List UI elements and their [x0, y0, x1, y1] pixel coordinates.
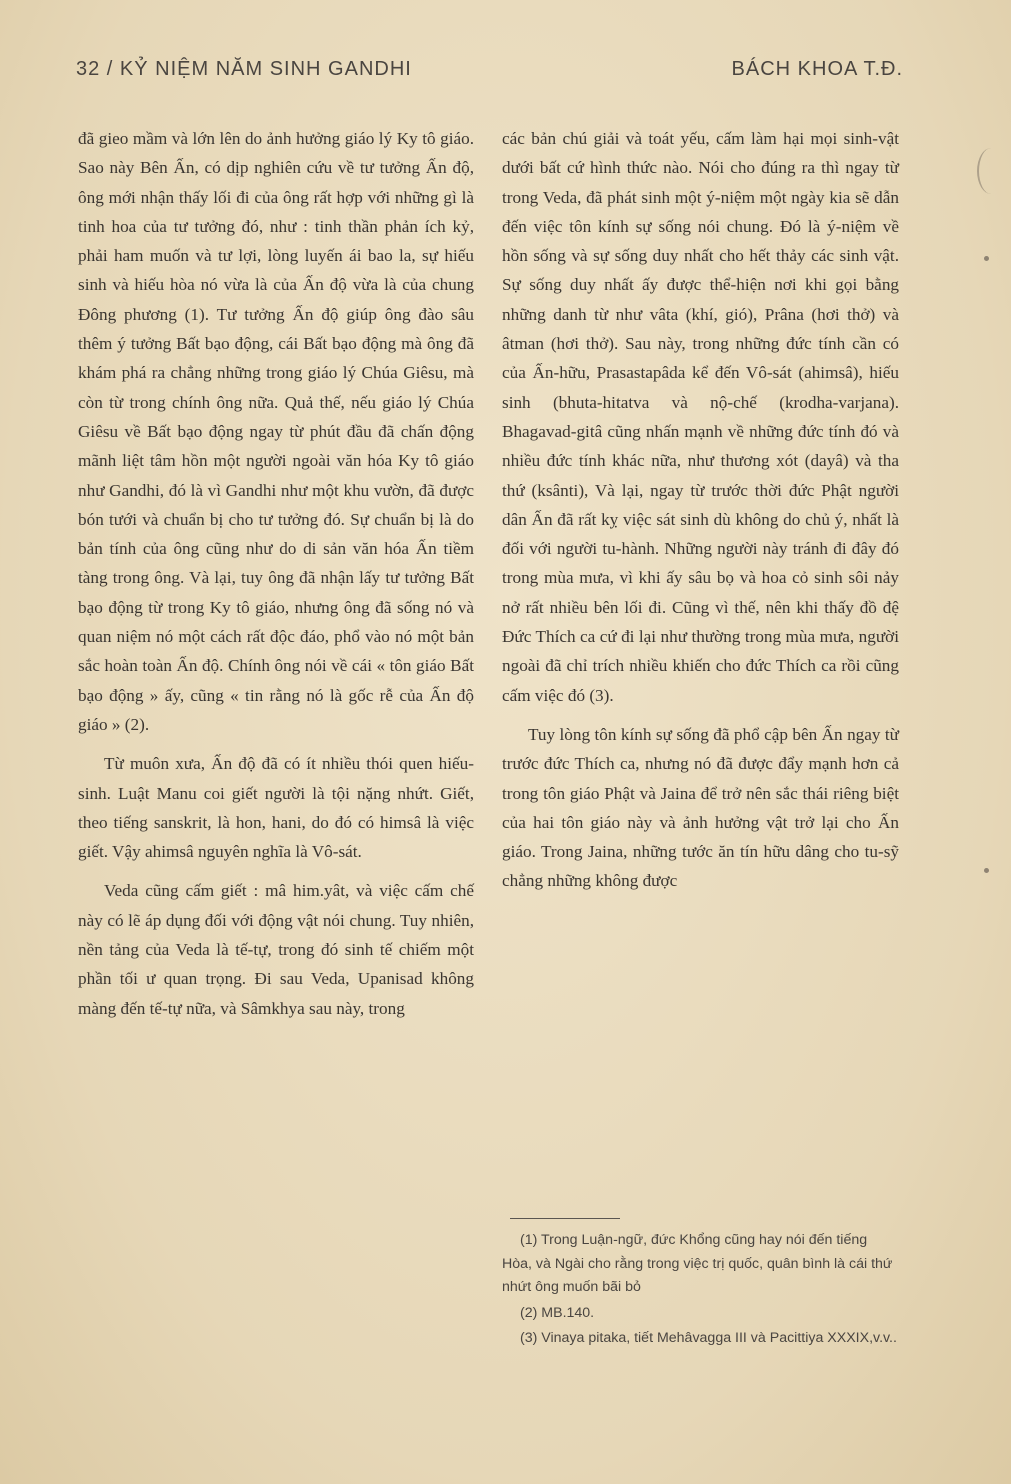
running-header — [76, 58, 903, 90]
footnote-divider — [510, 1218, 620, 1219]
paragraph: Veda cũng cấm giết : mâ him.yât, và việc cấm chế này có lẽ áp dụng đối với động vật nói chung. Tuy nhiên, nền tảng của Veda là tế-tự, trong đó sinh tế chiếm một phần tối ư quan trọng. Đi sau Veda, Upanisad không màng đến tế-tự nữa, và Sâmkhya sau này, trong — [78, 881, 474, 1018]
paragraph: đã gieo mầm và lớn lên do ảnh hưởng giáo lý Ky tô giáo. Sao này Bên Ấn, có dịp nghiên cứu về tư tưởng Ấn độ, ông mới nhận thấy lối đi của ông rất hợp với những gì là tinh hoa của tư tưởng đó, như : tinh thần phản ích kỷ, phải ham muốn và tư lợi, lòng luyến ái bao la, sự hiếu sinh và hiếu hòa nó vừa là của Ấn độ vừa là của chung Đông phương (1). Tư tưởng Ấn độ giúp ông đào sâu thêm ý tưởng Bất bạo động, cái Bất bạo động mà ông đã khám phá ra chẳng những trong giáo lý Chúa Giêsu, mà còn từ trong chính ông nữa. Quả thế, nếu giáo lý Chúa Giêsu về Bất bạo động ngay từ phút đầu đã chấn động mãnh liệt tâm hồn một người ngoài văn hóa Ky tô giáo như Gandhi, đó là vì Gandhi như một khu vườn, đã được bón tưới và chuẩn bị cho tư tưởng đó. Sự chuẩn bị là do bản tính của ông cũng như do di sản văn hóa Ấn tiềm tàng trong ông. Và lại, tuy ông đã nhận lấy tư tưởng Bất bạo động từ trong Ky tô giáo, nhưng ông đã sống nó và quan niệm nó một cách rất độc đáo, phổ vào nó một bản sắc hoàn toàn Ấn độ. Chính ông nói về cái « tôn giáo Bất bạo động » ấy, cũng « tin rằng nó là gốc rễ của Ấn độ giáo » (2). — [78, 129, 474, 734]
paragraph: Tuy lòng tôn kính sự sống đã phổ cập bên Ấn ngay từ trước đức Thích ca, nhưng nó đã được đẩy mạnh hơn cả trong tôn giáo Phật và Jaina để trở nên sắc thái riêng biệt của hai tôn giáo này và ảnh hưởng vật trở lại cho Ấn giáo. Trong Jaina, những tước ăn tín hữu dâng cho tu-sỹ chẳng những không được — [502, 724, 899, 891]
header-page-title: 32 / KỶ NIỆM NĂM SINH GANDHI — [76, 58, 412, 80]
footnote: (2) MB.140. — [520, 1304, 595, 1321]
header-publication: BÁCH KHOA T.Đ. — [731, 58, 903, 80]
left-column — [78, 124, 474, 1023]
footnote: (3) Vinaya pitaka, tiết Mehâvagga III và Pacittiya XXXIX,v.v.. — [520, 1330, 897, 1346]
right-column — [502, 124, 899, 896]
scan-edge-mark — [977, 148, 1005, 194]
footnote: (1) Trong Luận-ngữ, đức Khổng cũng hay nói đến tiếng Hòa, và Ngài cho rằng trong việc trị quốc, quân bình là cái thứ nhứt ông muốn bãi bỏ — [502, 1232, 893, 1295]
scan-speck — [984, 256, 989, 261]
scan-speck — [984, 868, 989, 873]
paragraph: Từ muôn xưa, Ấn độ đã có ít nhiều thói quen hiếu-sinh. Luật Manu coi giết người là tội nặng nhứt. Giết, theo tiếng sanskrit, là hon, hani, do đó có himsâ là việc giết. Vậy ahimsâ nguyên nghĩa là Vô-sát. — [78, 754, 474, 862]
footnotes — [502, 1218, 899, 1351]
paragraph: các bản chú giải và toát yếu, cấm làm hại mọi sinh-vật dưới bất cứ hình thức nào. Nói cho đúng ra thì ngay từ trong Veda, đã phát sinh một ý-niệm một ngày kia sẽ dẫn đến việc tôn kính sự sống nói chung. Đó là ý-niệm về hồn sống và sự sống duy nhất cho hết thảy các sinh vật. Sự sống duy nhất ấy được thể-hiện nơi khi gọi bằng những danh từ như vâta (khí, gió), Prâna (hơi thở) và âtman (hơi thở). Sau này, trong những đức tính cần có của Ấn-hữu, Prasastapâda kể đến Vô-sát (ahimsâ), hiếu sinh (bhuta-hitatva và nộ-chế (krodha-varjana). Bhagavad-gitâ cũng nhấn mạnh về những đức tính đó và nhiều đức tính khác nữa, như thương xót (dayâ) và tha thứ (ksânti), Và lại, ngay từ trước thời đức Phật người dân Ấn đã rất kỵ việc sát sinh dù không do chủ ý, nhất là đối với người tu-hành. Những người này tránh đi đây đó trong mùa mưa, vì khi ấy sâu bọ và hoa cỏ sinh sôi nảy nở rất nhiều bên lối đi. Cũng vì thế, nên khi thấy đồ đệ Đức Thích ca cứ đi lại như thường trong mùa mưa, người ngoài đã chỉ trích nhiều khiến cho đức Thích ca rồi cũng cấm việc đó (3). — [502, 129, 899, 705]
